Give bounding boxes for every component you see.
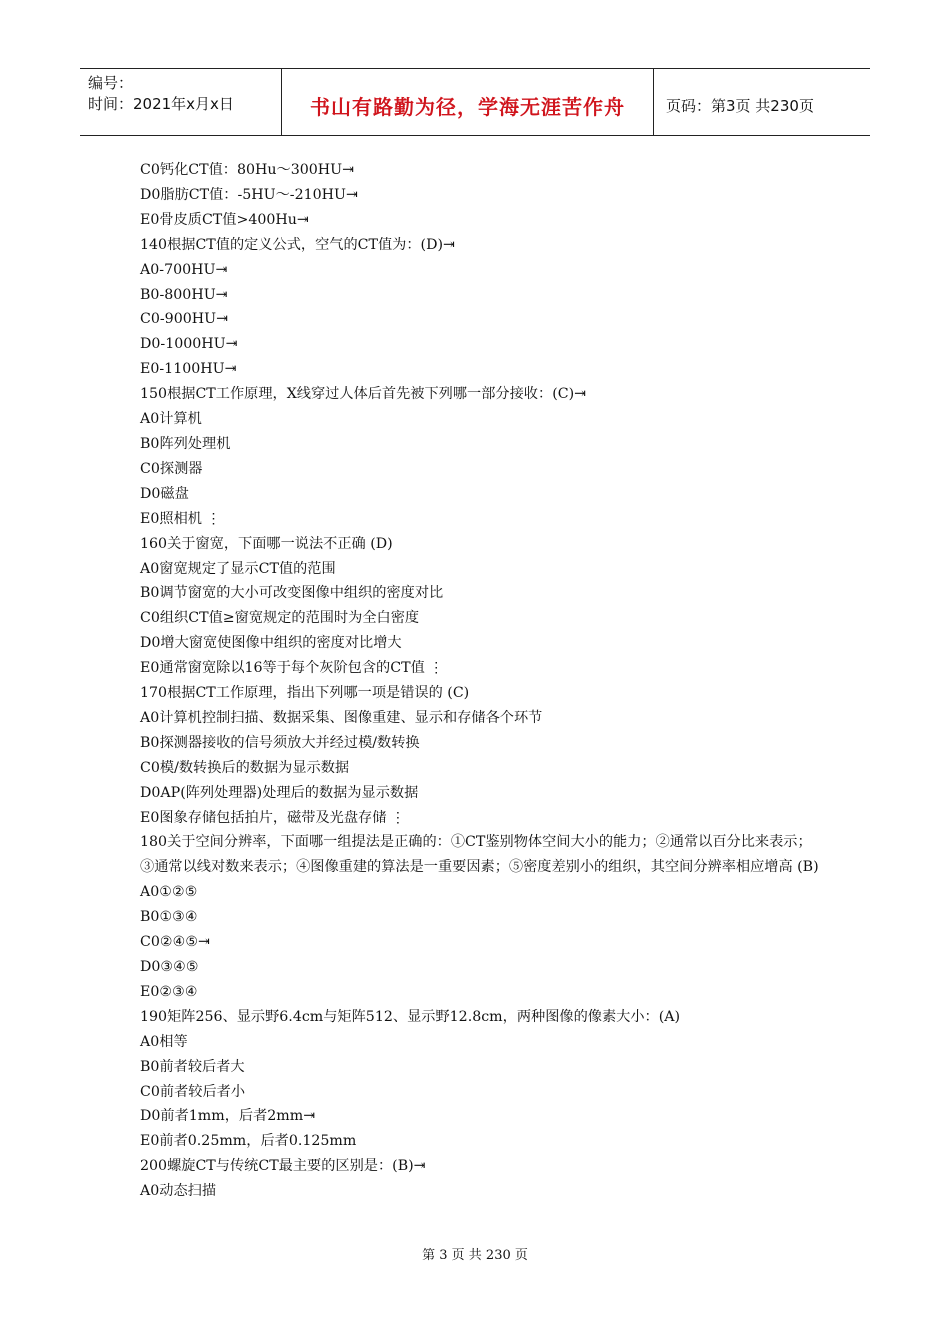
- text-line: A0动态扫描: [140, 1183, 217, 1200]
- text-line: B0-800HU⇥: [140, 286, 228, 303]
- document-number-label: 编号：: [88, 74, 134, 92]
- text-line: A0-700HU⇥: [140, 261, 228, 278]
- question-18: 180关于空间分辨率，下面哪一组提法是正确的：①CT鉴别物体空间大小的能力；②通常以百分比来表示；③通常以线对数来表示；④图像重建的算法是一重要因素；⑤密度差别小的组织，其空间分辨率相应增高 (B): [140, 834, 819, 876]
- document-body: [140, 158, 820, 1204]
- text-line: C0组织CT值≥窗宽规定的范围时为全白密度: [140, 610, 420, 627]
- question-17: 170根据CT工作原理，指出下列哪一项是错误的 (C): [140, 685, 470, 702]
- text-line: A0计算机: [140, 411, 202, 428]
- page-footer: 第 3 页 共 230 页: [422, 1248, 528, 1263]
- text-line: B0前者较后者大: [140, 1058, 245, 1075]
- question-20: 200螺旋CT与传统CT最主要的区别是：(B)⇥: [140, 1158, 426, 1175]
- text-line: E0图象存储包括拍片，磁带及光盘存储 ⋮: [140, 809, 406, 826]
- text-line: A0窗宽规定了显示CT值的范围: [140, 560, 336, 577]
- text-line: E0通常窗宽除以16等于每个灰阶包含的CT值 ⋮: [140, 660, 444, 677]
- text-line: B0阵列处理机: [140, 435, 231, 452]
- text-line: B0探测器接收的信号须放大并经过模/数转换: [140, 734, 420, 751]
- text-line: E0前者0.25mm，后者0.125mm: [140, 1133, 357, 1150]
- text-line: D0-1000HU⇥: [140, 336, 238, 353]
- header-page-code: 页码：第3页 共230页: [666, 96, 814, 115]
- text-line: C0-900HU⇥: [140, 311, 228, 328]
- question-14: 140根据CT值的定义公式，空气的CT值为：(D)⇥: [140, 236, 455, 253]
- text-line: B0调节窗宽的大小可改变图像中组织的密度对比: [140, 585, 444, 602]
- text-line: E0②③④: [140, 983, 198, 1000]
- question-15: 150根据CT工作原理，X线穿过人体后首先被下列哪一部分接收：(C)⇥: [140, 386, 587, 403]
- text-line: E0骨皮质CT值>400Hu⇥: [140, 211, 309, 228]
- text-line: D0增大窗宽使图像中组织的密度对比增大: [140, 635, 402, 652]
- text-line: A0①②⑤: [140, 884, 198, 901]
- text-line: B0①③④: [140, 909, 198, 926]
- text-line: C0②④⑤⇥: [140, 934, 210, 951]
- header-motto: 书山有路勤为径，学海无涯苦作舟: [282, 69, 654, 135]
- text-line: A0相等: [140, 1033, 188, 1050]
- text-line: D0③④⑤: [140, 959, 199, 975]
- text-line: C0钙化CT值：80Hu～300HU⇥: [140, 162, 354, 178]
- text-line: D0磁盘: [140, 485, 189, 502]
- question-16: 160关于窗宽，下面哪一说法不正确 (D): [140, 535, 393, 552]
- text-line: A0计算机控制扫描、数据采集、图像重建、显示和存储各个环节: [140, 709, 543, 726]
- text-line: D0AP(阵列处理器)处理后的数据为显示数据: [140, 784, 419, 801]
- document-time-label: 时间：2021年x月x日: [88, 95, 234, 113]
- page-header: [80, 68, 870, 136]
- question-19: 190矩阵256、显示野6.4cm与矩阵512、显示野12.8cm，两种图像的像素大小：(A): [140, 1008, 681, 1025]
- text-line: D0前者1mm，后者2mm⇥: [140, 1108, 316, 1125]
- text-line: D0脂肪CT值：-5HU～-210HU⇥: [140, 186, 358, 203]
- text-line: E0照相机 ⋮: [140, 510, 221, 527]
- text-line: E0-1100HU⇥: [140, 361, 237, 378]
- text-line: C0探测器: [140, 460, 203, 477]
- header-left-cell: [80, 69, 282, 135]
- text-line: C0模/数转换后的数据为显示数据: [140, 759, 350, 776]
- text-line: C0前者较后者小: [140, 1083, 246, 1100]
